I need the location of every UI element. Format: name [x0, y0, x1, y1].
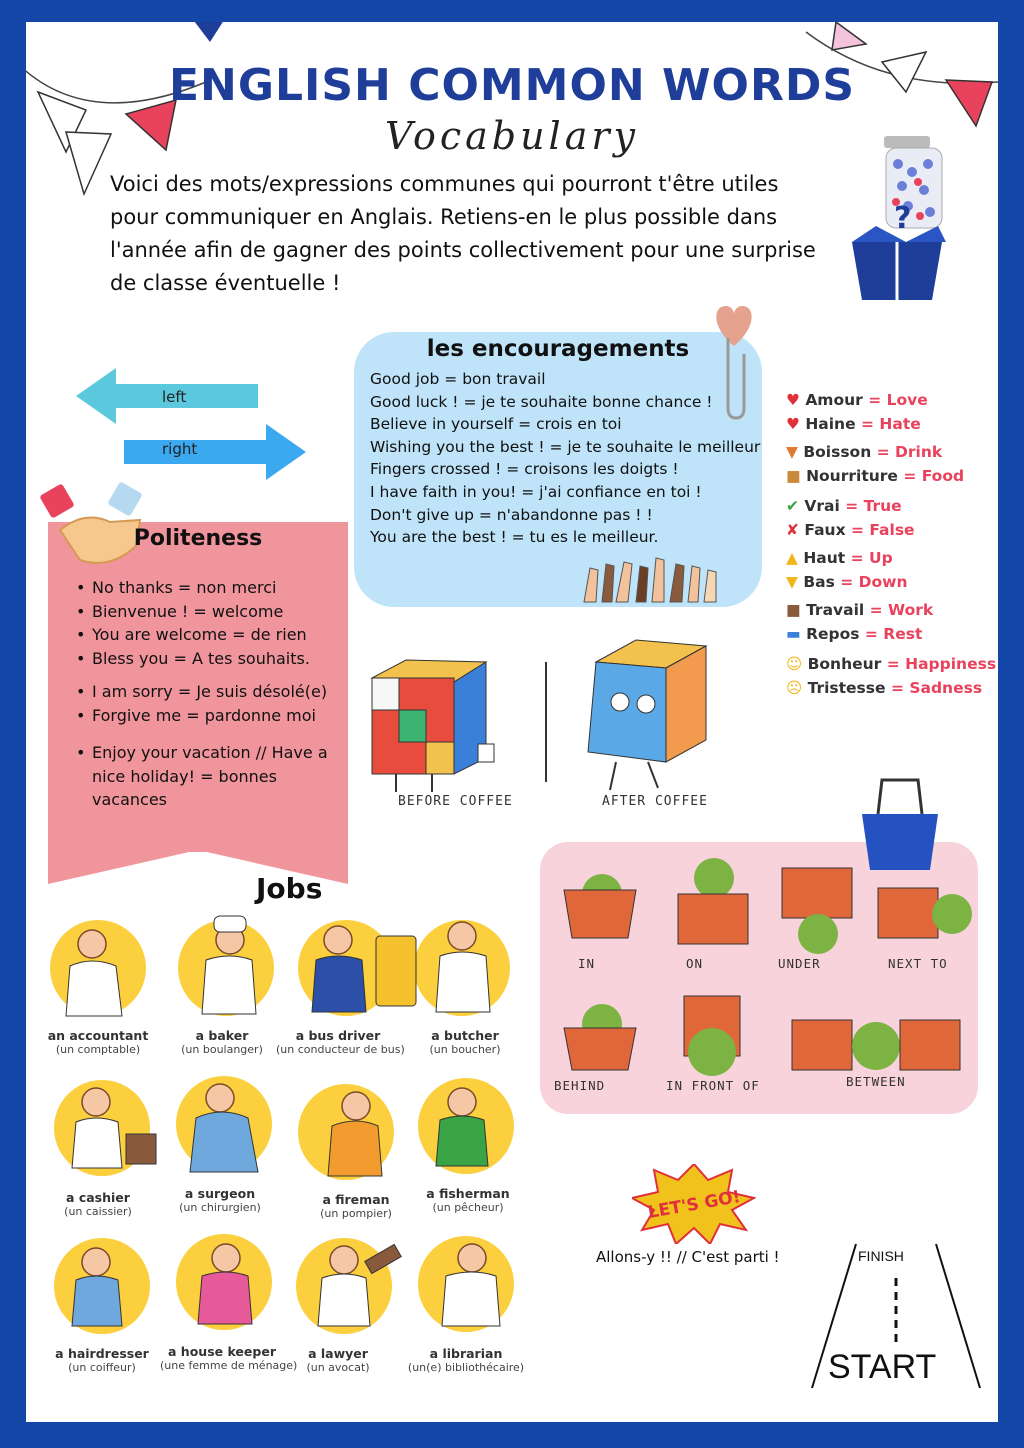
list-item: Good job = bon travail [370, 370, 546, 388]
prep-label: IN [578, 956, 596, 971]
right-arrow-icon [124, 424, 306, 480]
coffee-cubes-illustration [366, 632, 726, 802]
rubiks-cube-happy-icon [588, 640, 706, 790]
box-next-to-icon [878, 888, 972, 938]
after-coffee-caption: AFTER COFFEE [602, 794, 708, 809]
job-card: a cashier (un caissier) [64, 1190, 132, 1218]
sad-icon: ☹ [786, 679, 803, 697]
vocab-item: ✘ Faux = False [786, 521, 915, 539]
job-card: a fisherman (un pêcheur) [426, 1186, 510, 1214]
job-card: a butcher (un boucher) [429, 1028, 501, 1056]
prep-label: BEHIND [554, 1078, 606, 1093]
finish-label: FINISH [858, 1248, 904, 1264]
list-item: You are the best ! = tu es le meilleur. [370, 528, 659, 547]
prep-label: BETWEEN [846, 1074, 906, 1089]
vocab-item: ♥ Haine = Hate [786, 415, 921, 433]
encouragements-list [370, 368, 760, 549]
box-between-icon [792, 1020, 960, 1070]
box-in-front-of-icon [684, 996, 740, 1076]
worksheet [26, 22, 998, 1422]
vocabulary-list [786, 388, 996, 700]
list-item: • No thanks = non merci [76, 576, 346, 600]
right-label: right [162, 440, 198, 458]
check-icon: ✔ [786, 497, 799, 515]
lets-go-caption: Allons-y !! // C'est parti ! [596, 1248, 780, 1266]
list-item: Fingers crossed ! = croisons les doigts ! [370, 460, 679, 479]
direction-arrows [76, 368, 316, 483]
vocab-item: ♥ Amour = Love [786, 391, 928, 409]
prep-label: NEXT TO [888, 956, 948, 971]
vocab-item: ▲ Haut = Up [786, 549, 893, 567]
job-card: a fireman (un pompier) [320, 1192, 392, 1220]
jobs-title: Jobs [256, 872, 323, 905]
bed-icon: ▬ [786, 625, 801, 643]
lets-go-badge [632, 1164, 756, 1244]
vocab-item: ✔ Vrai = True [786, 497, 902, 515]
flag-icon [191, 22, 226, 42]
box-behind-icon [564, 1004, 636, 1070]
job-card: a hairdresser (un coiffeur) [55, 1346, 149, 1374]
before-coffee-caption: BEFORE COFFEE [398, 794, 513, 809]
vocab-item: ☺ Bonheur = Happiness [786, 655, 997, 673]
job-card: a baker (un boulanger) [181, 1028, 263, 1056]
list-item: Wishing you the best ! = je te souhaite le meilleur [370, 437, 761, 456]
vocab-item: ▬ Repos = Rest [786, 625, 923, 643]
job-card: a surgeon (un chirurgien) [179, 1186, 261, 1214]
list-item: • Enjoy your vacation // Have a nice holiday! = bonnes vacances [76, 741, 346, 812]
politeness-title: Politeness [133, 526, 263, 551]
box-on-icon [678, 858, 748, 944]
vocab-item: ■ Travail = Work [786, 601, 934, 619]
list-item: • Bienvenue ! = welcome [76, 600, 346, 624]
vocab-item: ■ Nourriture = Food [786, 467, 965, 485]
svg-text:?: ? [894, 201, 912, 236]
heart-icon: ♥ [786, 391, 800, 409]
politeness-list [76, 576, 346, 812]
cocktail-icon: ▼ [786, 443, 798, 461]
job-card: a bus driver (un conducteur de bus) [276, 1028, 405, 1056]
encouragements-title: les encouragements [426, 336, 690, 362]
list-item: Good luck ! = je te souhaite bonne chance ! [370, 392, 713, 411]
lets-go-text: LET'S GO! [646, 1187, 742, 1223]
list-item: • You are welcome = de rien [76, 623, 346, 647]
list-item: Don't give up = n'abandonne pas ! ! [370, 505, 653, 524]
intro-text: Voici des mots/expressions communes qui pourront t'être utiles pour communiquer en Anglais. Retiens-en le plus possible dans l'année afin de gagner des points collectivement pour une surprise de classe éventuelle ! [110, 172, 816, 295]
box-under-icon [782, 868, 852, 954]
point-up-icon: ▲ [786, 549, 798, 567]
smile-icon: ☺ [786, 655, 803, 673]
vocab-item: ▼ Boisson = Drink [786, 443, 943, 461]
food-box-icon: ■ [786, 467, 801, 485]
job-card: a librarian (un(e) bibliothécaire) [407, 1346, 525, 1374]
rubiks-cube-tired-icon [372, 660, 494, 792]
prep-label: IN FRONT OF [666, 1078, 760, 1093]
broken-heart-icon: ♥ [786, 415, 800, 433]
briefcase-icon: ■ [786, 601, 801, 619]
list-item: • Forgive me = pardonne moi [76, 704, 346, 728]
start-label: START [828, 1348, 937, 1386]
flag-icon [832, 22, 866, 50]
list-item: • I am sorry = Je suis désolé(e) [76, 680, 346, 704]
box-in-icon [564, 874, 636, 938]
list-item: I have faith in you! = j'ai confiance en toi ! [370, 482, 702, 501]
job-card: an accountant (un comptable) [47, 1028, 149, 1056]
list-item: Believe in yourself = crois en toi [370, 415, 622, 434]
list-item: • Bless you = A tes souhaits. [76, 647, 346, 671]
cross-icon: ✘ [786, 521, 799, 539]
job-card: a lawyer (un avocat) [306, 1346, 370, 1374]
job-card: a house keeper (une femme de ménage) [160, 1344, 298, 1372]
jobs-illustrations [26, 906, 546, 1376]
prepositions-illustration [556, 856, 976, 1106]
heart-paperclip-icon [706, 298, 762, 422]
left-label: left [162, 388, 187, 406]
prep-label: ON [686, 956, 704, 971]
clapping-hands-icon [576, 548, 726, 604]
page-title: ENGLISH COMMON WORDS [168, 60, 856, 111]
point-down-icon: ▼ [786, 573, 798, 591]
vocab-item: ☹ Tristesse = Sadness [786, 679, 983, 697]
prep-label: UNDER [778, 956, 821, 971]
surprise-jar-icon [846, 130, 956, 305]
vocab-item: ▼ Bas = Down [786, 573, 908, 591]
page-subtitle: Vocabulary [384, 114, 639, 158]
